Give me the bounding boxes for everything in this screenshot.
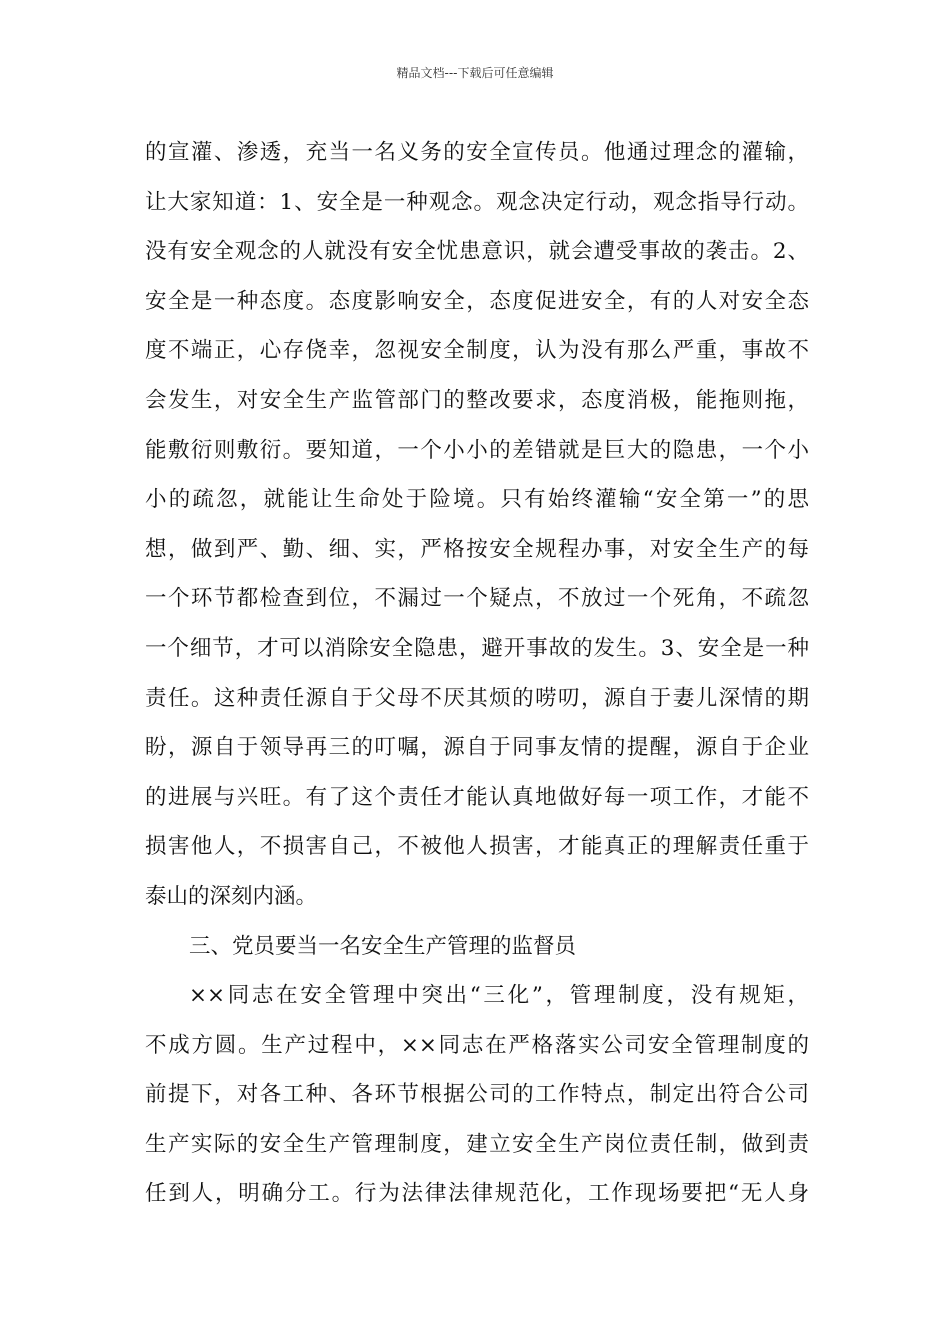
text-line: 任到人，明确分工。行为法律法律规范化，工作现场要把“无人身 — [145, 1181, 809, 1207]
text-line: 让大家知道：1、安全是一种观念。观念决定行动，观念指导行动。 — [145, 189, 809, 215]
text-line: 度不端正，心存侥幸，忽视安全制度，认为没有那么严重，事故不 — [145, 338, 809, 364]
page-header: 精品文档---下载后可任意编辑 — [396, 66, 554, 80]
paragraph — [145, 128, 809, 922]
text-line: 不成方圆。生产过程中，××同志在严格落实公司安全管理制度的 — [145, 1032, 809, 1058]
text-line: 想，做到严、勤、细、实，严格按安全规程办事，对安全生产的每 — [145, 536, 809, 562]
text-line: 责任。这种责任源自于父母不厌其烦的唠叨，源自于妻儿深情的期 — [145, 685, 809, 711]
text-line: 的进展与兴旺。有了这个责任才能认真地做好每一项工作，才能不 — [145, 784, 809, 810]
text-line: 的宣灌、渗透，充当一名义务的安全宣传员。他通过理念的灌输， — [145, 140, 809, 165]
text-line: ××同志在安全管理中突出“三化”，管理制度，没有规矩， — [189, 983, 809, 1009]
text-line: 损害他人，不损害自己，不被他人损害，才能真正的理解责任重于 — [145, 834, 809, 860]
paragraph — [145, 971, 809, 1219]
text-line: 会发生，对安全生产监管部门的整改要求，态度消极，能拖则拖， — [145, 387, 809, 413]
text-line: 一个环节都检查到位，不漏过一个疑点，不放过一个死角，不疏忽 — [145, 586, 809, 612]
text-line: 没有安全观念的人就没有安全忧患意识，就会遭受事故的袭击。2、 — [145, 239, 809, 265]
text-line: 安全是一种态度。态度影响安全，态度促进安全，有的人对安全态 — [145, 288, 809, 314]
text-line: 前提下，对各工种、各环节根据公司的工作特点，制定出符合公司 — [145, 1082, 809, 1108]
text-line: 三、党员要当一名安全生产管理的监督员 — [189, 933, 577, 959]
text-line: 能敷衍则敷衍。要知道，一个小小的差错就是巨大的隐患，一个小 — [145, 437, 809, 463]
text-line: 小的疏忽，就能让生命处于险境。只有始终灌输“安全第一”的思 — [145, 487, 809, 513]
text-line: 泰山的深刻内涵。 — [145, 883, 318, 909]
document-body — [145, 128, 809, 1219]
text-line: 盼，源自于领导再三的叮嘱，源自于同事友情的提醒，源自于企业 — [145, 735, 809, 761]
text-line: 一个细节，才可以消除安全隐患，避开事故的发生。3、安全是一种 — [145, 635, 809, 661]
paragraph — [145, 922, 809, 972]
text-line: 生产实际的安全生产管理制度，建立安全生产岗位责任制，做到责 — [145, 1131, 809, 1157]
